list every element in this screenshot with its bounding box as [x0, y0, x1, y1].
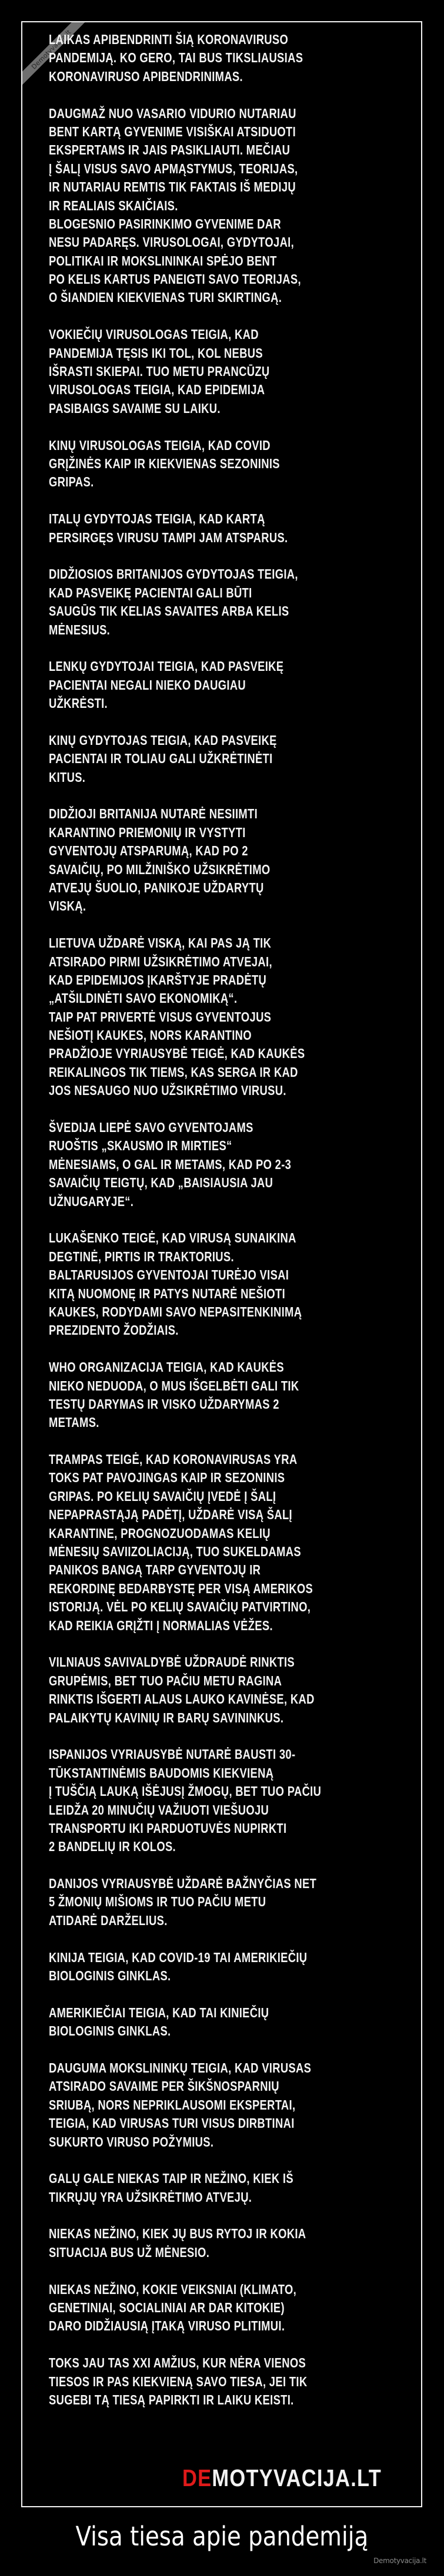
paragraph-line: SRIUBĄ, NORS NEPRIKLAUSOMI EKSPERTAI, [49, 2097, 296, 2112]
paragraph-line: ŠVEDIJA LIEPĖ SAVO GYVENTOJAMS [49, 1120, 253, 1136]
paragraph-line: REIKALINGOS TIK TIEMS, KAS SERGA IR KAD [49, 1064, 298, 1080]
paragraph [49, 565, 369, 639]
paragraph [49, 2169, 369, 2206]
paragraph-line: O ŠIANDIEN KIEKVIENAS TURI SKIRTINGĄ. [49, 290, 282, 305]
paragraph-line: VILNIAUS SAVIVALDYBĖ UŽDRAUDĖ RINKTIS [49, 1654, 295, 1670]
paragraph-line: TESTŲ DARYMAS IR VISKO UŽDARYMAS 2 [49, 1396, 279, 1412]
paragraph-line: TRANSPORTU IKI PARDUOTUVĖS NUPIRKTI [49, 1820, 287, 1836]
paragraph-line: IR REALIAIS SKAIČIAIS. [49, 197, 178, 213]
paragraph-line: ISTORIJĄ. VĖL PO KELIŲ SAVAIČIŲ PATVIRTINO, [49, 1599, 311, 1615]
paragraph-line: IŠRASTI SKIEPAI. TUO METU PRANCŪZŲ [49, 364, 270, 379]
paragraph-line: PANDEMIJĄ. KO GERO, TAI BUS TIKSLIAUSIAS [49, 50, 303, 66]
paragraph [49, 436, 369, 492]
paragraph-line: MĖNESIAMS, O GAL IR METAMS, KAD PO 2-3 [49, 1156, 292, 1172]
paragraph-line: GENETINIAI, SOCIALINIAI AR DAR KITOKIE) [49, 2300, 285, 2316]
paragraph-line: PANDEMIJA TĘSIS IKI TOL, KOL NEBUS [49, 345, 263, 361]
paragraph-line: Į TUŠČIĄ LAUKĄ IŠĖJUSĮ ŽMOGŲ, BET TUO PAČIU [49, 1784, 322, 1799]
paragraph-line: VISKĄ. [49, 898, 86, 914]
paragraph-line: VIRUSOLOGAS TEIGIA, KAD EPIDEMIJA [49, 382, 265, 398]
paragraph-line: SAVAIČIŲ, PO MILŽINIŠKO UŽSIKRĖTIMO [49, 861, 271, 877]
paragraph-line: METAMS. [49, 1415, 99, 1430]
paragraph-line: ATVEJŲ ŠUOLIO, PANIKOJE UŽDARYTŲ [49, 879, 264, 895]
paragraph-line: TIKRŲJŲ YRA UŽSIKRĖTIMO ATVEJŲ. [49, 2189, 252, 2205]
paragraph-line: GRUPĖMIS, BET TUO PAČIU METU RAGINA [49, 1672, 282, 1688]
paragraph-line: EKSPERTAMS IR JAIS PASIKLIAUTI. MEČIAU [49, 142, 291, 158]
paragraph-line: BIOLOGINIS GINKLAS. [49, 1968, 171, 1984]
paragraph-line: IR NUTARIAU REMTIS TIK FAKTAIS IŠ MEDIJŲ [49, 179, 296, 195]
paragraph-line: KINŲ GYDYTOJAS TEIGIA, KAD PASVEIKĘ [49, 732, 277, 748]
paragraph [49, 510, 369, 547]
poster-body-text [49, 31, 369, 2428]
paragraph-line: NEPAPRASTĄJĄ PADĖTĮ, UŽDARĖ VISĄ ŠALĮ [49, 1507, 292, 1523]
paragraph-line: UŽNUGARYJE“. [49, 1193, 134, 1209]
paragraph [49, 325, 369, 418]
paragraph-line: „ATŠILDINĖTI SAVO EKONOMIKĄ“. [49, 990, 238, 1006]
paragraph-line: KITĄ NUOMONĘ IR PATYS NUTARĖ NEŠIOTI [49, 1285, 286, 1301]
paragraph-line: LAIKAS APIBENDRINTI ŠIĄ KORONAVIRUSO [49, 32, 289, 47]
paragraph-line: BALTARUSIJOS GYVENTOJAI TURĖJO VISAI [49, 1267, 289, 1283]
paragraph-line: NIEKAS NEŽINO, KOKIE VEIKSNIAI (KLIMATO, [49, 2281, 297, 2297]
paragraph-line: TOKS PAT PAVOJINGAS KAIP IR SEZONINIS [49, 1470, 285, 1486]
paragraph-line: DEGTINĖ, PIRTIS IR TRAKTORIUS. [49, 1248, 234, 1264]
paragraph-line: DANIJOS VYRIAUSYBĖ UŽDARĖ BAŽNYČIAS NET [49, 1876, 317, 1892]
paragraph-line: GRIPAS. [49, 474, 94, 490]
paragraph-line: SITUACIJA BUS UŽ MĖNESIO. [49, 2244, 210, 2260]
paragraph-line: TOKS JAU TAS XXI AMŽIUS, KUR NĖRA VIENOS [49, 2355, 306, 2371]
paragraph-line: BENT KARTĄ GYVENIME VISIŠKAI ATSIDUOTI [49, 123, 296, 139]
ribbon-label: Demotyvacija.lt [29, 28, 73, 71]
paragraph [49, 1875, 369, 1930]
paragraph-line: TEIGIA, KAD VIRUSAS TURI VISUS DIRBTINAI [49, 2115, 295, 2131]
paragraph-line: BLOGESNIO PASIRINKIMO GYVENIME DAR [49, 216, 281, 231]
paragraph-line: ATSIRADO SAVAIME PER ŠIKŠNOSPARNIŲ [49, 2078, 279, 2094]
paragraph-line: DARO DIDŽIAUSIĄ ĮTAKĄ VIRUSO PLITIMUI. [49, 2318, 285, 2334]
paragraph-line: GRĮŽINĖS KAIP IR KIEKVIENAS SEZONINIS [49, 455, 280, 471]
paragraph-line: LENKŲ GYDYTOJAI TEIGIA, KAD PASVEIKĘ [49, 659, 284, 674]
paragraph-line: ATIDARĖ DARŽELIUS. [49, 1912, 168, 1928]
paragraph-line: PASIBAIGS SAVAIME SU LAIKU. [49, 400, 221, 416]
paragraph-line: PALAIKYTŲ KAVINIŲ IR BARŲ SAVININKUS. [49, 1710, 284, 1725]
paragraph-line: TŪKSTANTINĖMIS BAUDOMIS KIEKVIENĄ [49, 1765, 274, 1781]
paragraph-line: GRIPAS. PO KELIŲ SAVAIČIŲ ĮVEDĖ Į ŠALĮ [49, 1488, 276, 1504]
paragraph-line: SUKURTO VIRUSO POŽYMIUS. [49, 2134, 214, 2150]
paragraph-line: DIDŽIOJI BRITANIJA NUTARĖ NESIIMTI [49, 806, 258, 822]
paragraph-line: SAUGŪS TIK KELIAS SAVAITES ARBA KELIS [49, 603, 289, 619]
paragraph-line: VOKIEČIŲ VIRUSOLOGAS TEIGIA, KAD [49, 327, 259, 342]
paragraph-line: NIEKAS NEŽINO, KIEK JŲ BUS RYTOJ IR KOKIA [49, 2226, 306, 2242]
paragraph-line: PANIKOS BANGĄ TARP GYVENTOJŲ IR [49, 1562, 261, 1578]
paragraph-line: 2 BANDELIŲ IR KOLOS. [49, 1839, 176, 1855]
paragraph [49, 934, 369, 1100]
paragraph-line: PERSIRGĘS VIRUSU TAMPI JAM ATSPARUS. [49, 529, 288, 545]
paragraph [49, 1229, 369, 1339]
caption-title: Visa tiesa apie pandemiją [75, 2521, 369, 2552]
paragraph [49, 105, 369, 307]
paragraph [49, 1745, 369, 1856]
paragraph [49, 2354, 369, 2409]
paragraph-line: KAD PASVEIKĘ PACIENTAI GALI BŪTI [49, 585, 252, 600]
paragraph-line: PO KELIS KARTUS PANEIGTI SAVO TEORIJAS, [49, 271, 301, 287]
paragraph-line: KORONAVIRUSO APIBENDRINIMAS. [49, 68, 243, 84]
paragraph-line: TIESOS IR PAS KIEKVIENĄ SAVO TIESA, JEI TIK [49, 2373, 308, 2389]
paragraph [49, 1653, 369, 1727]
paragraph-line: 5 ŽMONIŲ MIŠIOMS IR TUO PAČIU METU [49, 1894, 266, 1910]
paragraph-line: KARANTINE, PROGNOZUODAMAS KELIŲ [49, 1525, 271, 1541]
paragraph [49, 1358, 369, 1432]
paragraph-line: LUKAŠENKO TEIGĖ, KAD VIRUSĄ SUNAIKINA [49, 1230, 296, 1246]
paragraph-line: MĖNESIŲ SAVIIZOLIACIJĄ, TUO SUKELDAMAS [49, 1544, 301, 1560]
paragraph-line: DAUGMAŽ NUO VASARIO VIDURIO NUTARIAU [49, 105, 296, 121]
paragraph [49, 731, 369, 787]
paragraph-line: POLITIKAI IR MOKSLININKAI SPĖJO BENT [49, 253, 277, 268]
paragraph-line: DIDŽIOSIOS BRITANIJOS GYDYTOJAS TEIGIA, [49, 566, 298, 582]
paragraph-line: TAIP PAT PRIVERTĖ VISUS GYVENTOJUS [49, 1009, 272, 1025]
paragraph-line: Į ŠALĮ VISUS SAVO APMĄSTYMUS, TEORIJAS, [49, 160, 298, 176]
paragraph-line: ITALŲ GYDYTOJAS TEIGIA, KAD KARTĄ [49, 511, 265, 527]
paragraph-line: WHO ORGANIZACIJA TEIGIA, KAD KAUKĖS [49, 1359, 284, 1375]
site-watermark: Demotyvacija.lt [373, 2557, 426, 2565]
paragraph-line: RUOŠTIS „SKAUSMO IR MIRTIES“ [49, 1138, 232, 1154]
logo-prefix: DE [182, 2464, 212, 2491]
paragraph [49, 31, 369, 86]
paragraph-line: NESU PADARĘS. VIRUSOLOGAI, GYDYTOJAI, [49, 234, 295, 250]
paragraph-line: LEIDŽA 20 MINUČIŲ VAŽIUOTI VIEŠUOJU [49, 1802, 269, 1818]
paragraph-line: PACIENTAI IR TOLIAU GALI UŽKRĖTINĖTI [49, 751, 273, 767]
paragraph [49, 805, 369, 915]
paragraph-line: DAUGUMA MOKSLININKŲ TEIGIA, KAD VIRUSAS [49, 2060, 312, 2075]
paragraph-line: RINKTIS IŠGERTI ALAUS LAUKO KAVINĖSE, KAD [49, 1691, 315, 1707]
paragraph-line: BIOLOGINIS GINKLAS. [49, 2023, 171, 2039]
paragraph-line: KAD REIKIA GRĮŽTI Į NORMALIAS VĖŽES. [49, 1617, 273, 1633]
paragraph-line: SUGEBI TĄ TIESĄ PAPIRKTI IR LAIKU KEISTI. [49, 2392, 294, 2407]
paragraph-line: JOS NESAUGO NUO UŽSIKRĖTIMO VIRUSU. [49, 1083, 286, 1099]
paragraph-line: GALŲ GALE NIEKAS TAIP IR NEŽINO, KIEK IŠ [49, 2171, 293, 2187]
paragraph-line: MĖNESIUS. [49, 622, 111, 637]
paragraph-line: KINŲ VIRUSOLOGAS TEIGIA, KAD COVID [49, 437, 271, 453]
paragraph [49, 2004, 369, 2041]
paragraph-line: REKORDINĘ BEDARBYSTĘ PER VISĄ AMERIKOS [49, 1580, 313, 1596]
paragraph-line: LIETUVA UŽDARĖ VISKĄ, KAI PAS JĄ TIK [49, 935, 272, 951]
paragraph-line: KAUKES, RODYDAMI SAVO NEPASITENKINIMĄ [49, 1304, 302, 1319]
paragraph-line: NIEKO NEDUODA, O MUS IŠGELBĖTI GALI TIK [49, 1378, 299, 1393]
paragraph [49, 2281, 369, 2336]
paragraph [49, 1119, 369, 1211]
paragraph-line: PREZIDENTO ŽODŽIAIS. [49, 1322, 179, 1338]
paragraph-line: KITUS. [49, 769, 86, 785]
paragraph-line: KARANTINO PRIEMONIŲ IR VYSTYTI [49, 824, 246, 840]
paragraph-line: SAVAIČIŲ TEIGTŲ, KAD „BAISIAUSIA JAU [49, 1175, 273, 1191]
paragraph-line: NEŠIOTĮ KAUKES, NORS KARANTINO [49, 1027, 252, 1043]
paragraph-line: PACIENTAI NEGALI NIEKO DAUGIAU [49, 677, 246, 693]
paragraph-line: TRAMPAS TEIGĖ, KAD KORONAVIRUSAS YRA [49, 1452, 298, 1467]
paragraph-line: PRADŽIOJE VYRIAUSYBĖ TEIGĖ, KAD KAUKĖS [49, 1046, 305, 1062]
paragraph-line: AMERIKIEČIAI TEIGIA, KAD TAI KINIEČIŲ [49, 2004, 269, 2020]
paragraph [49, 1949, 369, 1986]
paragraph [49, 657, 369, 713]
paragraph [49, 2225, 369, 2262]
paragraph-line: KAD EPIDEMIJOS ĮKARŠTYJE PRADĖTŲ [49, 972, 267, 988]
poster-caption [0, 2520, 444, 2553]
paragraph-line: ATSIRADO PIRMI UŽSIKRĖTIMO ATVEJAI, [49, 953, 272, 969]
paragraph-line: ISPANIJOS VYRIAUSYBĖ NUTARĖ BAUSTI 30- [49, 1747, 296, 1762]
paragraph [49, 1450, 369, 1635]
paragraph-line: UŽKRĖSTI. [49, 696, 108, 711]
logo-rest: MOTYVACIJA.LT [212, 2464, 382, 2491]
paragraph [49, 2059, 369, 2151]
paragraph-line: GYVENTOJŲ ATSPARUMĄ, KAD PO 2 [49, 843, 248, 859]
paragraph-line: KINIJA TEIGIA, KAD COVID-19 TAI AMERIKIEČIŲ [49, 1949, 308, 1965]
site-logo [182, 2466, 382, 2490]
